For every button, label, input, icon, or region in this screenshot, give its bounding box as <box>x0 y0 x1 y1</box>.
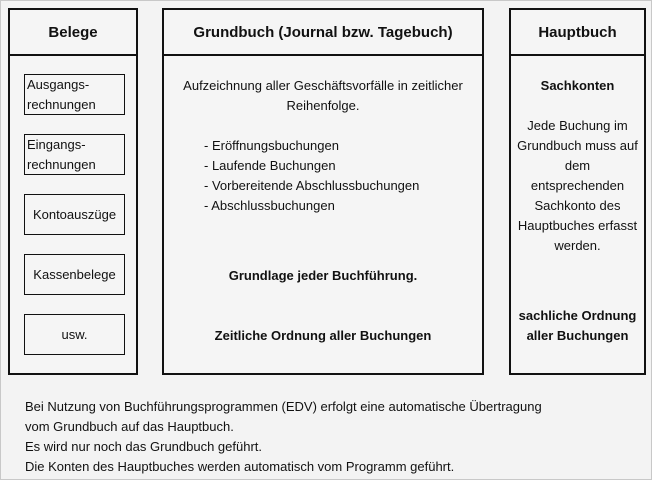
grundbuch-intro-2: Reihenfolge. <box>286 98 360 113</box>
grundbuch-column <box>162 8 484 375</box>
hauptbuch-order: aller Buchungen <box>526 328 629 343</box>
hauptbuch-title: Hauptbuch <box>511 10 644 56</box>
grundbuch-list-item: - Abschlussbuchungen <box>204 198 335 213</box>
hauptbuch-text: werden. <box>554 238 601 253</box>
hauptbuch-subtitle: Sachkonten <box>540 78 615 93</box>
grundbuch-list-item: - Laufende Buchungen <box>204 158 336 173</box>
grundbuch-intro-1: Aufzeichnung aller Geschäftsvorfälle in zeitlicher <box>183 78 463 93</box>
hauptbuch-column <box>509 8 646 375</box>
footer-line: Bei Nutzung von Buchführungsprogrammen (EDV) erfolgt eine automatische Übertragung <box>25 399 542 414</box>
beleg-kassenbelege: Kassenbelege <box>24 254 125 295</box>
grundbuch-list-item: - Vorbereitende Abschlussbuchungen <box>204 178 420 193</box>
grundbuch-basis: Grundlage jeder Buchführung. <box>228 268 418 283</box>
belege-column <box>8 8 138 375</box>
hauptbuch-text: Grundbuch muss auf <box>517 138 638 153</box>
footer-line: vom Grundbuch auf das Hauptbuch. <box>25 419 234 434</box>
footer-note <box>25 397 542 477</box>
hauptbuch-text: Hauptbuches erfasst <box>517 218 638 233</box>
hauptbuch-text: entsprechenden <box>530 178 625 193</box>
belege-title: Belege <box>10 10 136 56</box>
hauptbuch-order: sachliche Ordnung <box>518 308 637 323</box>
hauptbuch-text: Jede Buchung im <box>527 118 628 133</box>
grundbuch-order: Zeitliche Ordnung aller Buchungen <box>214 328 432 343</box>
hauptbuch-text: Sachkonto des <box>534 198 621 213</box>
beleg-ausgangsrechnungen: Ausgangs- rechnungen <box>24 74 125 115</box>
footer-line: Es wird nur noch das Grundbuch geführt. <box>25 439 263 454</box>
beleg-usw: usw. <box>24 314 125 355</box>
grundbuch-list-item: - Eröffnungsbuchungen <box>204 138 339 153</box>
hauptbuch-text: dem <box>564 158 591 173</box>
beleg-kontoauszuege: Kontoauszüge <box>24 194 125 235</box>
grundbuch-title: Grundbuch (Journal bzw. Tagebuch) <box>164 10 482 56</box>
footer-line: Die Konten des Hauptbuches werden automatisch vom Programm geführt. <box>25 459 455 474</box>
beleg-eingangsrechnungen: Eingangs- rechnungen <box>24 134 125 175</box>
